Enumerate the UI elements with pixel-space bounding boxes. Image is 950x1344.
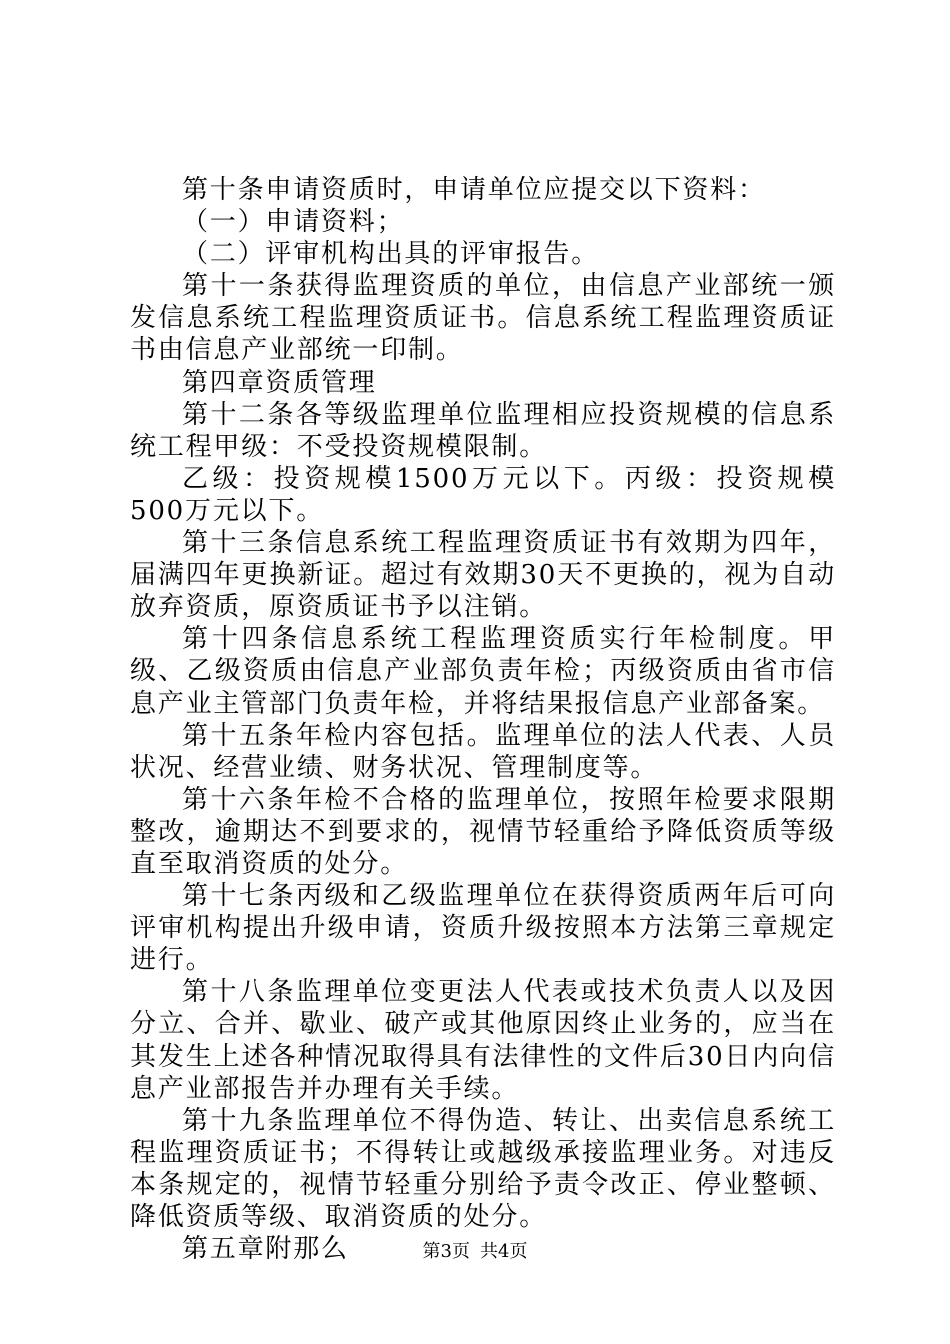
paragraph-article-11: 第十一条获得监理资质的单位，由信息产业部统一颁发信息系统工程监理资质证书。信息系统工程监理资质证书由信息产业部统一印制。 — [130, 271, 836, 366]
paragraph-article-10: 第十条申请资质时，申请单位应提交以下资料： — [182, 175, 766, 205]
document-body — [130, 174, 836, 1265]
chapter-heading-4: 第四章资质管理 — [182, 367, 377, 398]
paragraph-article-18: 第十八条监理单位变更法人代表或技术负责人以及因分立、合并、歇业、破产或其他原因终止业务的，应当在其发生上述各种情况取得具有法律性的文件后30日内向信息产业部报告并办理有关手续。 — [130, 977, 836, 1104]
paragraph-article-12: 第十二条各等级监理单位监理相应投资规模的信息系统工程甲级：不受投资规模限制。 — [130, 399, 836, 462]
paragraph-item-2: （二）评审机构出具的评审报告。 — [182, 239, 600, 270]
paragraph-grade-b-c: 乙级：投资规模1500万元以下。丙级：投资规模500万元以下。 — [130, 463, 836, 526]
page-footer — [0, 1240, 950, 1264]
page-number: 第3页 — [422, 1241, 470, 1262]
chapter-heading-5: 第五章附那么 — [182, 1234, 349, 1265]
paragraph-article-16: 第十六条年检不合格的监理单位，按照年检要求限期整改，逾期达不到要求的，视情节轻重给予降低资质等级直至取消资质的处分。 — [130, 784, 836, 879]
paragraph-article-14: 第十四条信息系统工程监理资质实行年检制度。甲级、乙级资质由信息产业部负责年检；丙级资质由省市信息产业主管部门负责年检，并将结果报信息产业部备案。 — [130, 624, 836, 719]
paragraph-article-17: 第十七条丙级和乙级监理单位在获得资质两年后可向评审机构提出升级申请，资质升级按照本方法第三章规定进行。 — [130, 881, 836, 976]
paragraph-article-13: 第十三条信息系统工程监理资质证书有效期为四年，届满四年更换新证。超过有效期30天不更换的，视为自动放弃资质，原资质证书予以注销。 — [130, 528, 836, 623]
page-total: 共4页 — [480, 1241, 528, 1262]
paragraph-article-15: 第十五条年检内容包括。监理单位的法人代表、人员状况、经营业绩、财务状况、管理制度等。 — [130, 720, 836, 783]
paragraph-article-19: 第十九条监理单位不得伪造、转让、出卖信息系统工程监理资质证书；不得转让或越级承接监理业务。对违反本条规定的，视情节轻重分别给予责令改正、停业整顿、降低资质等级、取消资质的处分。 — [130, 1105, 836, 1232]
paragraph-item-1: （一）申请资料； — [182, 207, 405, 238]
